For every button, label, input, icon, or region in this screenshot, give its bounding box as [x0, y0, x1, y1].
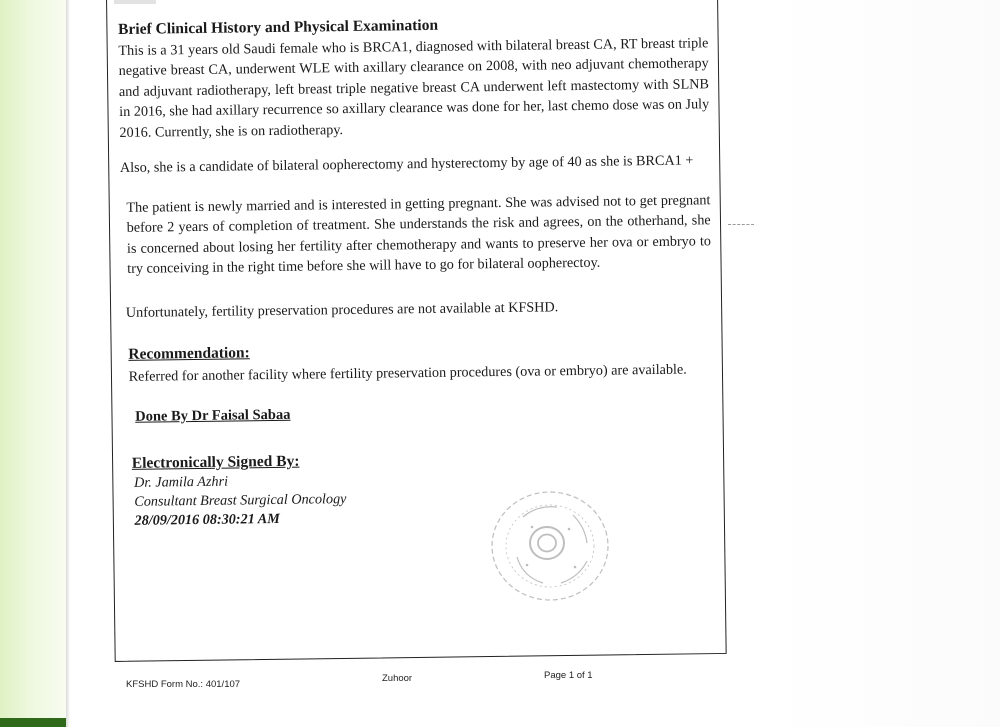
section-title: Brief Clinical History and Physical Examination: [118, 16, 439, 38]
signer-role: Consultant Breast Surgical Oncology: [134, 491, 347, 510]
page-number: Page 1 of 1: [544, 670, 593, 681]
signature-datetime: 28/09/2016 08:30:21 AM: [134, 510, 280, 529]
done-by-line: Done By Dr Faisal Sabaa: [135, 406, 291, 425]
green-page-edge: [0, 0, 66, 727]
form-number: KFSHD Form No.: 401/107: [126, 679, 241, 690]
document-body: [118, 12, 715, 531]
scan-margin: [770, 0, 1000, 727]
dark-green-edge-strip: [0, 718, 66, 727]
history-paragraph: This is a 31 years old Saudi female who is BRCA1, diagnosed with bilateral breast CA, RT breast triple negative breast CA, underwent WLE with axillary clearance on 2008, with neo adjuvant chemotherapy and adjuvant radiotherapy, left breast triple negative breast CA underwent left mastectomy with SLNB in 2016, she had axillary recurrence so axillary clearance was done for her, last chemo dose was on July 2016. Currently, she is on radiotherapy.: [118, 34, 710, 141]
oopherectomy-paragraph: Also, she is a candidate of bilateral oopherectomy and hysterectomy by age of 40 as she is BRCA1 +: [119, 152, 694, 176]
recommendation-text: Referred for another facility where fertility preservation procedures (ova or embryo) are available.: [128, 361, 687, 385]
page-fold-shadow: [66, 0, 70, 727]
availability-paragraph: Unfortunately, fertility preservation procedures are not available at KFSHD.: [125, 298, 559, 321]
margin-mark: [728, 224, 754, 226]
fertility-paragraph: The patient is newly married and is interested in getting pregnant. She was advised not to get pregnant before 2 years of completion of treatment. She understands the risk and agrees, on the otherhand, she is concerned about losing her fertility after chemotherapy and wants to preserve her ova or embryo to try conceiving in the right time before she will have to go for bilateral oopherectoy.: [126, 191, 712, 277]
signer-name: Dr. Jamila Azhri: [133, 473, 229, 491]
recommendation-title: Recommendation:: [128, 344, 250, 363]
hospital-seal-stamp: [487, 487, 613, 605]
signature-title: Electronically Signed By:: [131, 452, 300, 472]
footer-center-text: Zuhoor: [382, 673, 413, 684]
